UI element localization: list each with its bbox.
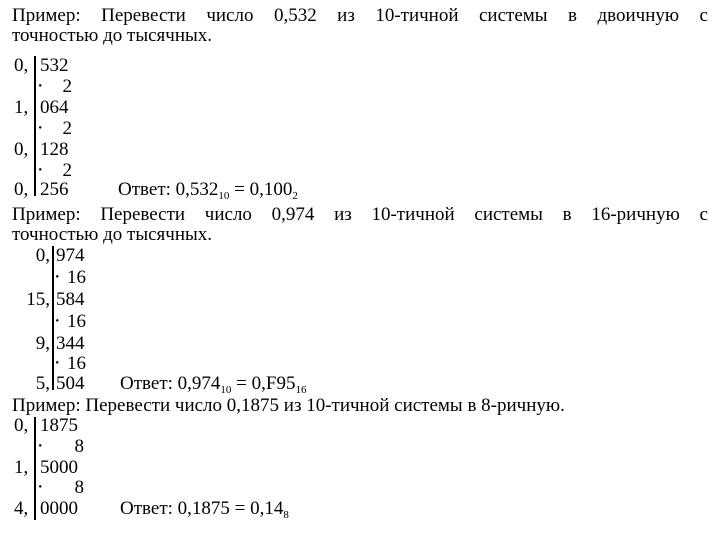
answer-equals: = (234, 498, 246, 519)
multiply-sign: ⋅ (37, 477, 44, 498)
word: двоичную (597, 5, 680, 26)
multiply-sign: ⋅ (37, 76, 44, 97)
multiplier: 16 (67, 267, 86, 288)
integer-part: 0, (14, 139, 29, 160)
word: из (334, 204, 352, 225)
integer-part: 0, (35, 245, 50, 266)
word: в (568, 5, 577, 26)
integer-part: 9, (35, 333, 50, 354)
answer-lhs-base: 10 (220, 384, 232, 396)
multiply-sign: ⋅ (37, 118, 44, 139)
fraction-part: 064 (40, 97, 69, 118)
fraction-part: 256 (40, 179, 69, 200)
word: с (699, 204, 708, 225)
fraction-part: 0000 (40, 498, 78, 519)
multiplier: 2 (62, 76, 72, 97)
fraction-part: 974 (56, 245, 85, 266)
word: 10-тичной (375, 5, 459, 26)
multiply-sign: ⋅ (54, 267, 61, 288)
answer-lhs: 0,974 (177, 373, 221, 394)
word: 0,532 (273, 5, 317, 26)
word: Пример: (12, 5, 81, 26)
statement-line-1 (12, 6, 708, 26)
statement-line-2: точностью до тысячных. (12, 25, 213, 46)
answer-rhs-base: 16 (295, 384, 307, 396)
answer (120, 499, 289, 519)
integer-part: 1, (14, 457, 29, 478)
fraction-part: 532 (40, 55, 69, 76)
multiplier: 2 (62, 118, 72, 139)
answer-rhs-base: 2 (292, 190, 298, 202)
integer-part: 1, (14, 97, 29, 118)
answer-prefix: Ответ: (120, 373, 173, 394)
multiplier: 16 (67, 353, 86, 374)
integer-part: 5, (35, 373, 50, 394)
multiplier: 2 (62, 160, 72, 181)
word: системы (478, 5, 548, 26)
answer-rhs: 0,F95 (251, 373, 296, 394)
example-2-statement (12, 205, 708, 245)
answer-lhs-base: 10 (218, 190, 230, 202)
answer-equals: = (236, 373, 247, 394)
word: системы (474, 204, 543, 225)
multiply-sign: ⋅ (37, 160, 44, 181)
answer-lhs: 0,532 (175, 179, 219, 200)
example-3-statement: Пример: Перевести число 0,1875 из 10-тичной системы в 8-ричную. (12, 395, 565, 416)
fraction-part: 584 (56, 289, 85, 310)
word: 16-ричную (591, 204, 680, 225)
word: Перевести (100, 204, 186, 225)
fraction-part: 1875 (40, 415, 78, 436)
statement-line-2: точностью до тысячных. (12, 224, 213, 245)
word: 0,974 (271, 204, 315, 225)
integer-part: 0, (14, 415, 29, 436)
multiply-sign: ⋅ (54, 311, 61, 332)
multiply-sign: ⋅ (54, 353, 61, 374)
answer-prefix: Ответ: (118, 179, 171, 200)
answer-rhs-base: 8 (283, 509, 289, 521)
multiplier: 8 (74, 436, 84, 457)
division-line (34, 417, 36, 520)
word: из (337, 5, 355, 26)
answer-rhs: 0,100 (249, 179, 293, 200)
word: Пример: (12, 204, 81, 225)
fraction-part: 504 (56, 373, 85, 394)
fraction-part: 5000 (40, 457, 78, 478)
word: Перевести (101, 5, 186, 26)
word: 10-тичной (371, 204, 455, 225)
answer-prefix: Ответ: (120, 498, 173, 519)
multiply-sign: ⋅ (37, 436, 44, 457)
answer (120, 374, 306, 394)
word: число (206, 5, 254, 26)
multiplier: 8 (74, 477, 84, 498)
integer-part: 15, (26, 289, 50, 310)
integer-part: 4, (14, 498, 29, 519)
multiplier: 16 (67, 311, 86, 332)
fraction-part: 128 (40, 139, 69, 160)
word: число (204, 204, 252, 225)
statement-line-1 (12, 205, 708, 225)
word: с (699, 5, 708, 26)
fraction-part: 344 (56, 333, 85, 354)
answer-lhs: 0,1875 (177, 498, 230, 519)
answer-equals: = (234, 179, 245, 200)
division-line (34, 56, 36, 196)
integer-part: 0, (14, 55, 29, 76)
example-1-statement (12, 6, 708, 46)
word: в (562, 204, 572, 225)
integer-part: 0, (14, 179, 29, 200)
answer (118, 180, 298, 200)
answer-rhs: 0,14 (250, 498, 284, 519)
